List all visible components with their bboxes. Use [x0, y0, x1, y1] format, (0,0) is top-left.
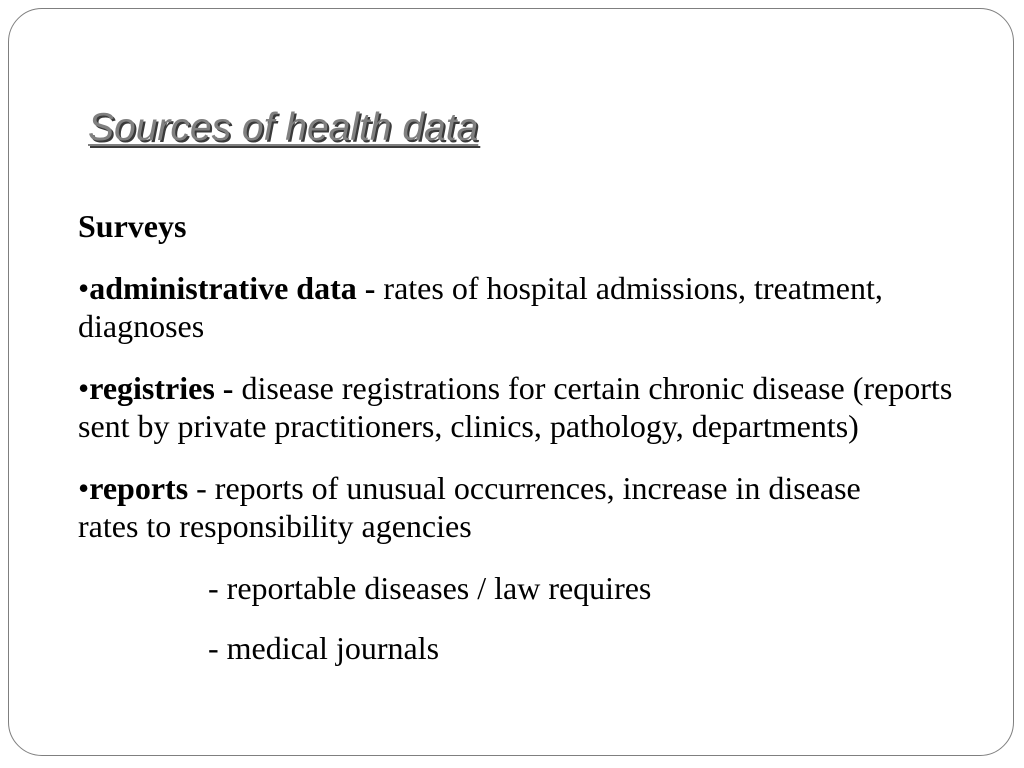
bullet-text-continued: rates to responsibility agencies [78, 508, 472, 544]
section-heading-surveys: Surveys [78, 208, 187, 244]
slide-body [78, 207, 958, 689]
bullet-reports [78, 469, 958, 545]
slide-title: Sources of health data [88, 106, 479, 149]
bullet-term: reports [89, 470, 189, 506]
bullet-marker: • [78, 270, 90, 306]
bullet-marker: • [78, 370, 90, 406]
bullet-text: rates of hospital admissions, treatment, diagnoses [78, 270, 883, 344]
bullet-term: registries - [89, 370, 234, 406]
bullet-text: disease registrations for certain chronic disease (reports sent by private practitioners, clinics, pathology, departments) [78, 370, 953, 444]
sub-item-medical-journals: - medical journals [208, 630, 440, 666]
bullet-administrative-data [78, 269, 958, 345]
bullet-text: - reports of unusual occurrences, increase in disease [188, 470, 861, 506]
bullet-registries [78, 369, 958, 445]
sub-item-reportable-diseases: - reportable diseases / law requires [208, 570, 652, 606]
bullet-term: administrative data - [89, 270, 376, 306]
bullet-marker: • [78, 470, 90, 506]
